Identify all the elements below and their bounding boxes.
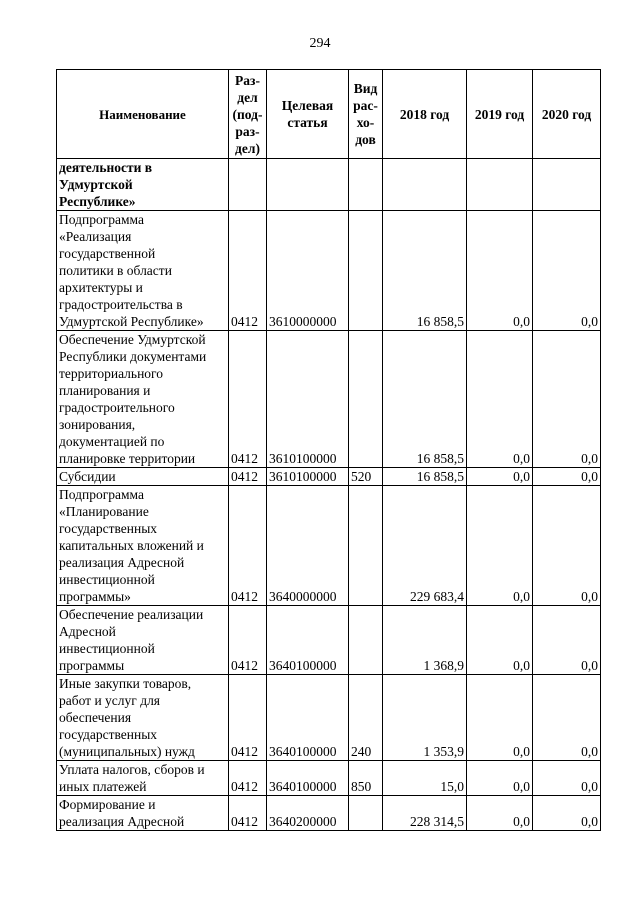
cell-target [267, 159, 349, 211]
cell-2020 [533, 159, 601, 211]
cell-section: 0412 [229, 796, 267, 831]
table-row [57, 796, 601, 831]
cell-target: 3610000000 [267, 211, 349, 331]
cell-expense [349, 486, 383, 606]
header-expense: Вид рас- хо- дов [349, 70, 383, 159]
budget-table [56, 69, 601, 831]
cell-name: Уплата налогов, сборов и иных платежей [57, 761, 229, 796]
cell-name: Обеспечение реализации Адресной инвестиционной программы [57, 606, 229, 675]
cell-section: 0412 [229, 486, 267, 606]
cell-2019: 0,0 [467, 211, 533, 331]
cell-target: 3610100000 [267, 331, 349, 468]
cell-2020: 0,0 [533, 675, 601, 761]
header-2018: 2018 год [383, 70, 467, 159]
cell-2019: 0,0 [467, 468, 533, 486]
cell-2018: 16 858,5 [383, 211, 467, 331]
cell-name: Иные закупки товаров, работ и услуг для обеспечения государственных (муниципальных) нужд [57, 675, 229, 761]
cell-2020: 0,0 [533, 606, 601, 675]
header-target: Целевая статья [267, 70, 349, 159]
table-row [57, 606, 601, 675]
cell-2018: 229 683,4 [383, 486, 467, 606]
cell-2019 [467, 159, 533, 211]
cell-target: 3640200000 [267, 796, 349, 831]
cell-2020: 0,0 [533, 468, 601, 486]
cell-2018: 228 314,5 [383, 796, 467, 831]
cell-expense [349, 211, 383, 331]
header-2019: 2019 год [467, 70, 533, 159]
table-row [57, 486, 601, 606]
cell-section: 0412 [229, 606, 267, 675]
table-row [57, 761, 601, 796]
cell-2020: 0,0 [533, 211, 601, 331]
table-row [57, 468, 601, 486]
cell-name: Подпрограмма «Реализация государственной политики в области архитектуры и градостроительства в Удмуртской Республике» [57, 211, 229, 331]
cell-2018: 1 353,9 [383, 675, 467, 761]
table-row [57, 211, 601, 331]
cell-2018: 16 858,5 [383, 331, 467, 468]
cell-expense [349, 606, 383, 675]
cell-section: 0412 [229, 761, 267, 796]
cell-section: 0412 [229, 675, 267, 761]
cell-2019: 0,0 [467, 761, 533, 796]
cell-name: деятельности в Удмуртской Республике» [57, 159, 229, 211]
table-row [57, 331, 601, 468]
cell-section: 0412 [229, 331, 267, 468]
cell-target: 3640100000 [267, 606, 349, 675]
cell-target: 3610100000 [267, 468, 349, 486]
header-name: Наименование [57, 70, 229, 159]
cell-name: Субсидии [57, 468, 229, 486]
cell-2019: 0,0 [467, 675, 533, 761]
table-row [57, 675, 601, 761]
cell-2018: 15,0 [383, 761, 467, 796]
table-row [57, 159, 601, 211]
cell-2020: 0,0 [533, 486, 601, 606]
header-2020: 2020 год [533, 70, 601, 159]
cell-2018: 1 368,9 [383, 606, 467, 675]
cell-2020: 0,0 [533, 796, 601, 831]
cell-expense: 850 [349, 761, 383, 796]
cell-expense [349, 796, 383, 831]
cell-2019: 0,0 [467, 796, 533, 831]
cell-expense: 240 [349, 675, 383, 761]
header-section: Раз- дел (под- раз- дел) [229, 70, 267, 159]
cell-name: Формирование и реализация Адресной [57, 796, 229, 831]
cell-expense [349, 159, 383, 211]
cell-2019: 0,0 [467, 331, 533, 468]
cell-name: Обеспечение Удмуртской Республики документами территориального планирования и градостроительного зонирования, документацией по планировке территории [57, 331, 229, 468]
cell-target: 3640100000 [267, 761, 349, 796]
header-row [57, 70, 601, 159]
cell-expense [349, 331, 383, 468]
cell-2018: 16 858,5 [383, 468, 467, 486]
cell-2019: 0,0 [467, 606, 533, 675]
cell-2019: 0,0 [467, 486, 533, 606]
cell-2020: 0,0 [533, 331, 601, 468]
cell-section: 0412 [229, 468, 267, 486]
cell-section [229, 159, 267, 211]
cell-target: 3640100000 [267, 675, 349, 761]
cell-2020: 0,0 [533, 761, 601, 796]
cell-name: Подпрограмма «Планирование государственных капитальных вложений и реализация Адресной инвестиционной программы» [57, 486, 229, 606]
page-number: 294 [309, 36, 331, 51]
cell-section: 0412 [229, 211, 267, 331]
cell-expense: 520 [349, 468, 383, 486]
cell-2018 [383, 159, 467, 211]
cell-target: 3640000000 [267, 486, 349, 606]
